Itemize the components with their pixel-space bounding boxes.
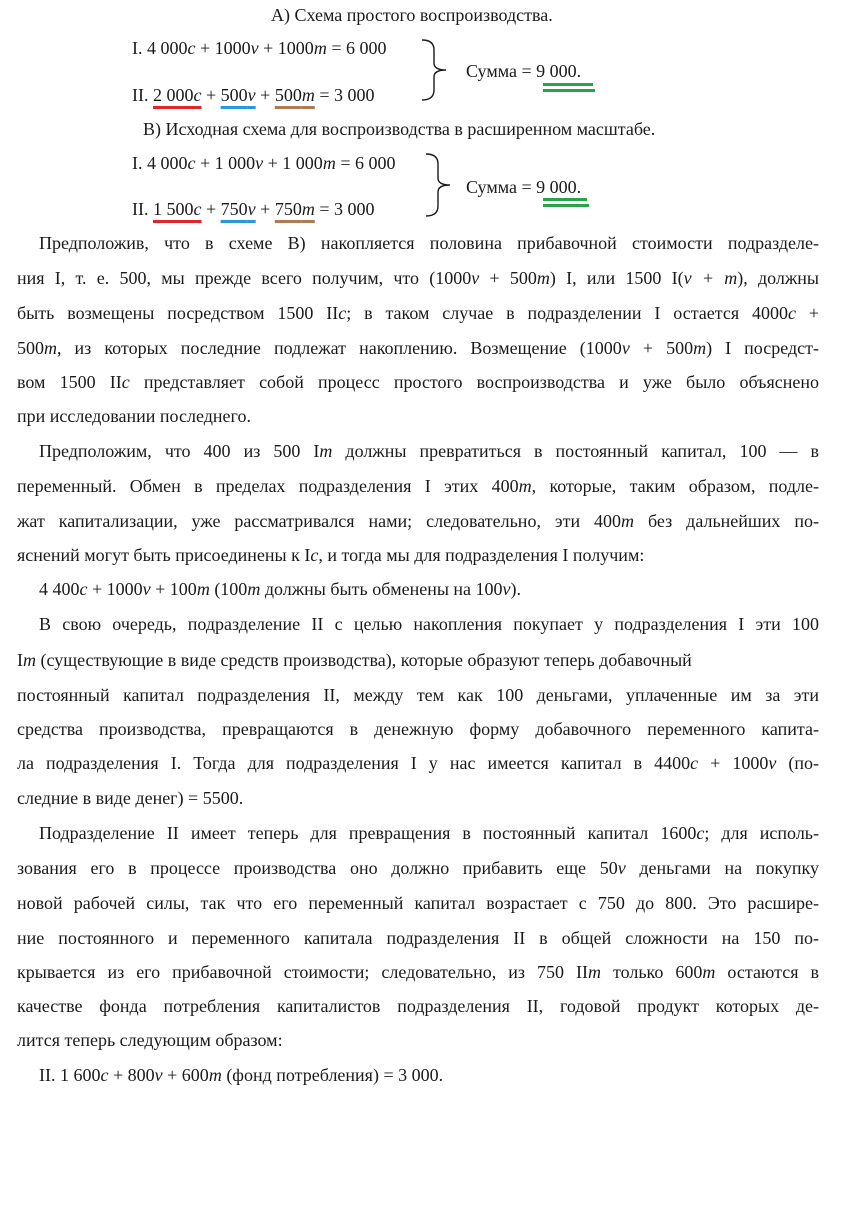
scheme-b-row1: I. 4 000c + 1 000v + 1 000m = 6 000 — [132, 153, 396, 173]
row-prefix: II. — [132, 199, 153, 219]
plus-sign: + — [201, 85, 221, 105]
plus-sign: + — [255, 85, 275, 105]
curly-brace-icon — [424, 152, 454, 218]
row-total: = 3 000 — [314, 199, 375, 219]
sum-value: 9 000 — [536, 61, 577, 81]
paragraph-line: средства производства, превращаются в денежную форму добавочного переменного капита- — [17, 719, 819, 739]
paragraph-line: зования его в процессе производства оно должно прибавить еще 50v деньгами на покупку — [17, 858, 819, 878]
paragraph-line: новой рабочей силы, так что его переменный капитал возрастает с 750 до 800. Это расшире- — [17, 893, 819, 913]
paragraph-line: следние в виде денег) = 5500. — [17, 788, 244, 808]
paragraph-line: постоянный капитал подразделения II, между тем как 100 деньгами, уплаченные им за эти — [17, 685, 819, 705]
sum-dot: . — [576, 61, 582, 81]
paragraph-line: ла подразделения I. Тогда для подразделения I у нас имеется капитал в 4400c + 1000v (по- — [17, 753, 819, 773]
paragraph-line: при исследовании последнего. — [17, 406, 251, 426]
row-prefix: II. — [132, 85, 153, 105]
plus-sign: + — [255, 199, 275, 219]
paragraph-line: качестве фонда потребления капиталистов подразделения II, годовой продукт которых де- — [17, 996, 819, 1016]
scheme-a-sum — [466, 60, 581, 82]
surplus-value-term: 500m — [274, 85, 315, 105]
paragraph-line: яснений могут быть присоединены к Ic, и тогда мы для подразделения I получим: — [17, 545, 645, 565]
sum-underline-bottom — [543, 204, 589, 207]
paragraph-line: 500m, из которых последние подлежат накоплению. Возмещение (1000v + 500m) I посредст- — [17, 338, 819, 358]
plus-sign: + — [201, 199, 221, 219]
paragraph-line: ние постоянного и переменного капитала подразделения II в общей сложности на 150 по- — [17, 928, 819, 948]
variable-capital-term: 500v — [220, 85, 256, 105]
paragraph-line: Подразделение II имеет теперь для превращения в постоянный капитал 1600c; для исполь- — [39, 823, 820, 843]
sum-underline-top — [543, 198, 587, 201]
scheme-b-row2 — [132, 198, 374, 220]
row-total: = 3 000 — [314, 85, 375, 105]
paragraph-line: крывается из его прибавочной стоимости; следовательно, из 750 IIm только 600m остаются в — [17, 962, 819, 982]
sum-underline-top — [543, 83, 593, 86]
paragraph-line: ния I, т. е. 500, мы прежде всего получим, что (1000v + 500m) I, или 1500 I(v + m), должны — [17, 268, 820, 288]
paragraph-line: жат капитализации, уже рассматривался нами; следовательно, эти 400m без дальнейших по- — [17, 511, 819, 531]
sum-underline-bottom — [543, 89, 595, 92]
paragraph-line: Предположив, что в схеме В) накопляется половина прибавочной стоимости подразделе- — [39, 233, 819, 253]
scheme-a-row2 — [132, 84, 374, 106]
variable-capital-term: 750v — [220, 199, 256, 219]
constant-capital-term: 2 000c — [153, 85, 202, 105]
paragraph-line: быть возмещены посредством 1500 IIc; в таком случае в подразделении I остается 4000c + — [17, 303, 819, 323]
scheme-b-sum — [466, 176, 581, 198]
constant-capital-term: 1 500c — [153, 199, 202, 219]
scheme-a-title: А) Схема простого воспроизводства. — [271, 5, 553, 25]
paragraph-line: Предположим, что 400 из 500 Im должны превратиться в постоянный капитал, 100 — в — [39, 441, 820, 461]
surplus-value-term: 750m — [274, 199, 315, 219]
paragraph-line: лится теперь следующим образом: — [17, 1030, 283, 1050]
curly-brace-icon — [420, 38, 450, 102]
scheme-b-title: В) Исходная схема для воспроизводства в расширенном масштабе. — [143, 119, 656, 139]
sum-label: Сумма = — [466, 177, 537, 197]
sum-value: 9 000 — [536, 177, 577, 197]
formula-line: II. 1 600c + 800v + 600m (фонд потребления) = 3 000. — [39, 1065, 444, 1085]
paragraph-line: переменный. Обмен в пределах подразделения I этих 400m, которые, таким образом, подле- — [17, 476, 819, 496]
sum-label: Сумма = — [466, 61, 537, 81]
paragraph-line: вом 1500 IIc представляет собой процесс простого воспроизводства и уже было объяснено — [17, 372, 819, 392]
paragraph-line: Im (существующие в виде средств производства), которые образуют теперь добавочный — [17, 650, 692, 670]
sum-dot: . — [576, 177, 582, 197]
paragraph-line: В свою очередь, подразделение II с целью накопления покупает у подразделения I эти 100 — [39, 614, 819, 634]
scheme-a-row1: I. 4 000c + 1000v + 1000m = 6 000 — [132, 38, 387, 58]
formula-line: 4 400c + 1000v + 100m (100m должны быть обменены на 100v). — [39, 579, 522, 599]
